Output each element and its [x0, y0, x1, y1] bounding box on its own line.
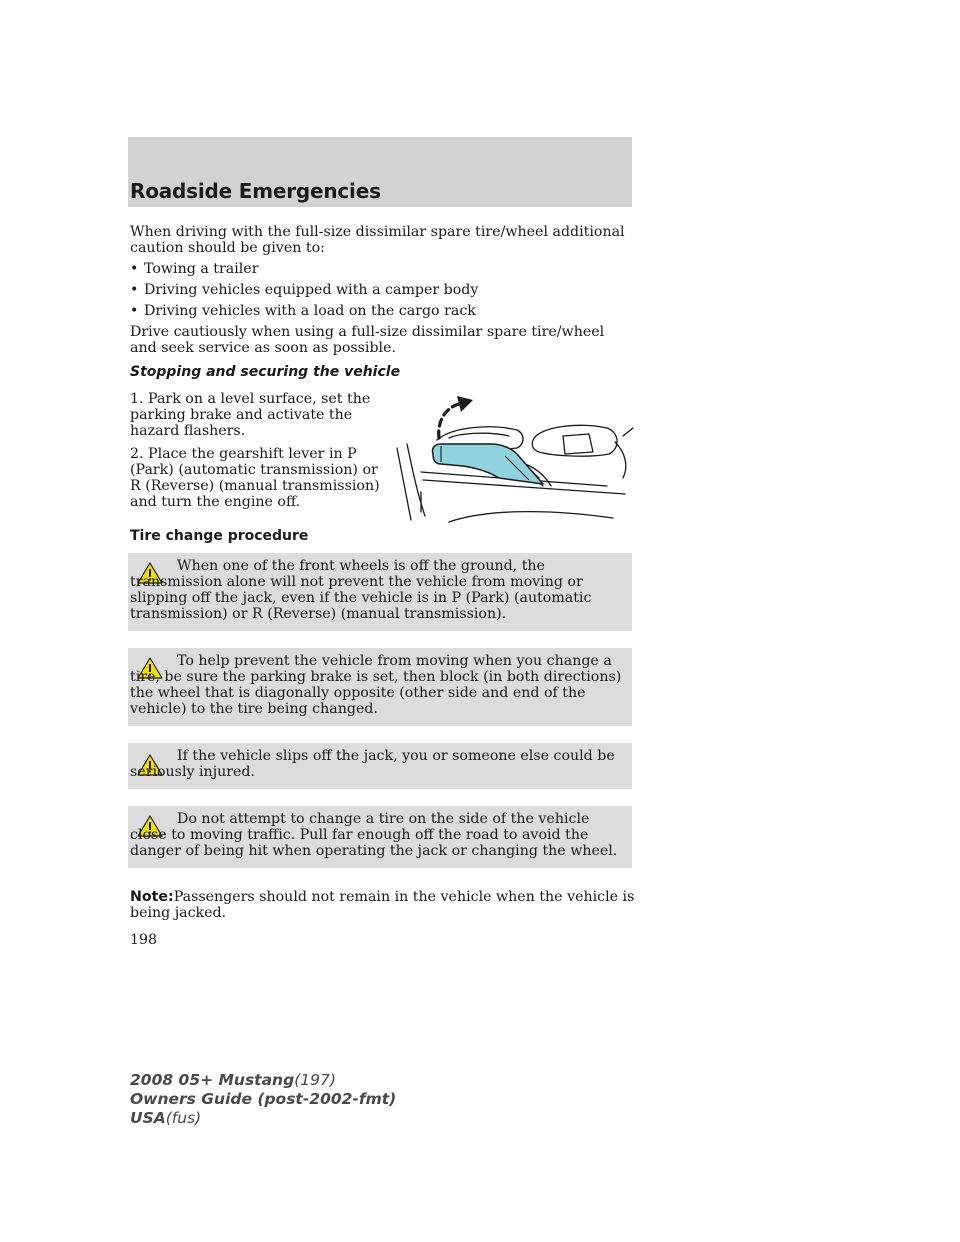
- intro-paragraph: When driving with the full-size dissimilar spare tire/wheel additional caution should be given to:: [130, 224, 625, 256]
- warning-text: When one of the front wheels is off the ground, the transmission alone will not prevent the vehicle from moving or slipping off the jack, even if the vehicle is in P (Park) (automatic transmission) or R (Reverse) (manual transmission).: [130, 558, 592, 622]
- note-label: Note:: [130, 889, 174, 905]
- bullet-item: • Driving vehicles with a load on the cargo rack: [130, 303, 476, 319]
- step-2: 2. Place the gearshift lever in P (Park) (automatic transmission) or R (Reverse) (manual transmission) and turn the engine off.: [130, 446, 380, 510]
- warning-box: [128, 743, 632, 789]
- footer-line-1: 2008 05+ Mustang(197): [130, 1071, 336, 1089]
- warning-text: To help prevent the vehicle from moving when you change a tire, be sure the parking brake is set, then block (in both directions) the wheel that is diagonally opposite (other side and end of the vehicle) to the tire being changed.: [130, 653, 622, 717]
- caution-paragraph: Drive cautiously when using a full-size dissimilar spare tire/wheel and seek service as soon as possible.: [130, 324, 605, 356]
- footer-imprint: [130, 1071, 396, 1128]
- warning-box: [128, 648, 632, 726]
- warning-box: [128, 553, 632, 631]
- warning-text: If the vehicle slips off the jack, you or someone else could be seriously injured.: [130, 748, 615, 780]
- step-1: 1. Park on a level surface, set the parking brake and activate the hazard flashers.: [130, 391, 371, 439]
- warning-text: Do not attempt to change a tire on the side of the vehicle close to moving traffic. Pull far enough off the road to avoid the danger of being hit when operating the jack or changing the wheel.: [130, 811, 618, 859]
- stopping-heading: Stopping and securing the vehicle: [130, 364, 401, 380]
- note-paragraph: [130, 889, 635, 921]
- footer-line-3: USA(fus): [130, 1109, 202, 1127]
- bullet-item: • Driving vehicles equipped with a camper body: [130, 282, 479, 298]
- section-title: Roadside Emergencies: [130, 179, 381, 203]
- bullet-item: • Towing a trailer: [130, 261, 259, 277]
- footer-line-2: Owners Guide (post-2002-fmt): [130, 1090, 397, 1108]
- tire-change-heading: Tire change procedure: [130, 528, 309, 544]
- note-text: Passengers should not remain in the vehicle when the vehicle is being jacked.: [130, 889, 635, 921]
- page-number: 198: [130, 932, 158, 948]
- warning-box: [128, 806, 632, 868]
- parking-brake-lever-illustration: [393, 392, 637, 528]
